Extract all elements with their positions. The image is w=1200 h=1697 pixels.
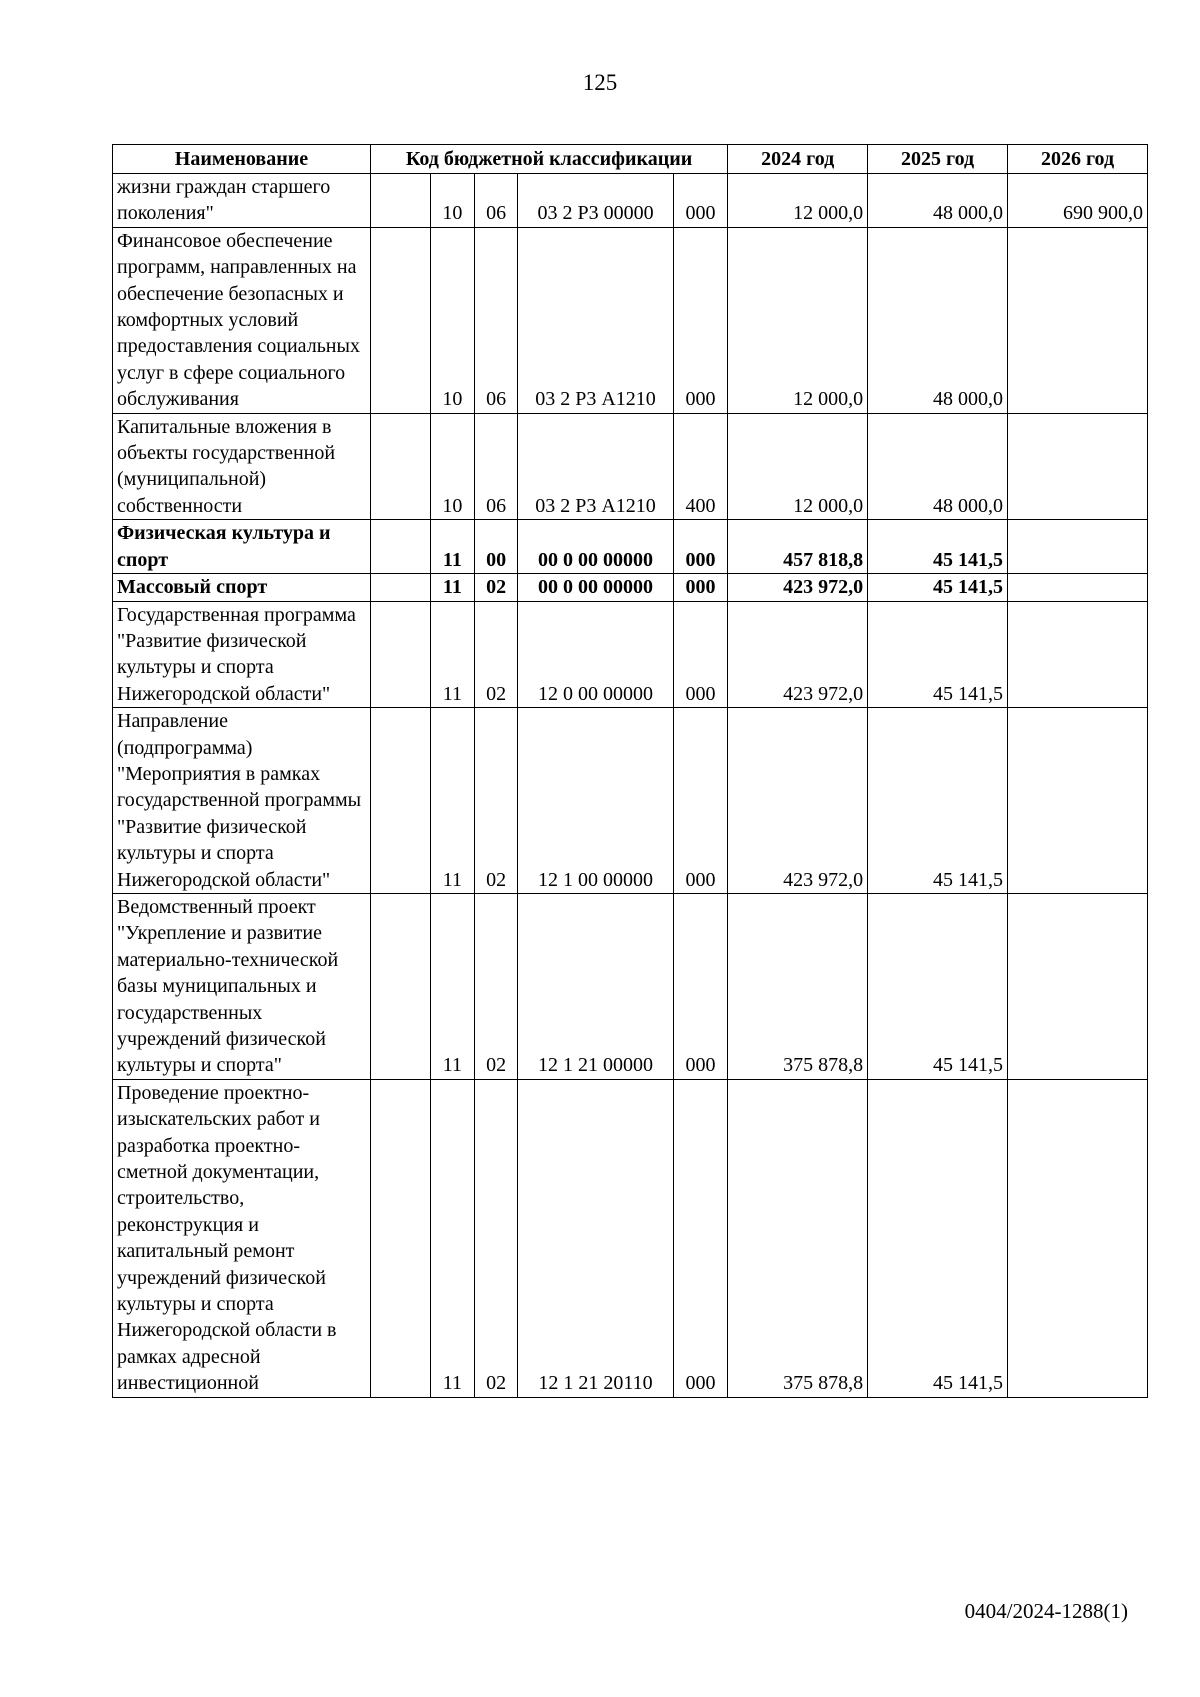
cell-section: 11 bbox=[431, 520, 475, 574]
cell-empty bbox=[370, 174, 430, 228]
cell-section: 11 bbox=[431, 574, 475, 601]
cell-target-article: 03 2 Р3 А1210 bbox=[518, 413, 673, 520]
cell-amount-2025: 45 141,5 bbox=[868, 708, 1008, 894]
header-year-2026: 2026 год bbox=[1008, 145, 1148, 174]
cell-name: Проведение проектно-изыскательских работ и разработка проектно-сметной документации, строительство, реконструкция и капитальный ремонт учреждений физической культуры и спорта Нижегородской области в рамках адресной инвестиционной bbox=[113, 1079, 371, 1397]
cell-section: 11 bbox=[431, 601, 475, 708]
cell-subsection: 02 bbox=[474, 893, 518, 1079]
table-row bbox=[113, 708, 1148, 894]
cell-amount-2024: 423 972,0 bbox=[728, 601, 868, 708]
table-row bbox=[113, 413, 1148, 520]
cell-amount-2025: 48 000,0 bbox=[868, 413, 1008, 520]
cell-target-article: 00 0 00 00000 bbox=[518, 520, 673, 574]
cell-amount-2025: 48 000,0 bbox=[868, 227, 1008, 413]
cell-amount-2024: 12 000,0 bbox=[728, 413, 868, 520]
cell-subsection: 02 bbox=[474, 708, 518, 894]
cell-section: 10 bbox=[431, 227, 475, 413]
cell-amount-2025: 45 141,5 bbox=[868, 1079, 1008, 1397]
cell-empty bbox=[370, 520, 430, 574]
cell-subsection: 02 bbox=[474, 1079, 518, 1397]
cell-section: 10 bbox=[431, 413, 475, 520]
table-row bbox=[113, 1079, 1148, 1397]
cell-empty bbox=[370, 227, 430, 413]
table-row bbox=[113, 174, 1148, 228]
cell-subsection: 02 bbox=[474, 601, 518, 708]
cell-section: 11 bbox=[431, 1079, 475, 1397]
header-year-2024: 2024 год bbox=[728, 145, 868, 174]
page-number: 125 bbox=[582, 70, 618, 95]
cell-amount-2026 bbox=[1008, 227, 1148, 413]
cell-amount-2026 bbox=[1008, 413, 1148, 520]
table-row bbox=[113, 574, 1148, 601]
document-reference: 0404/2024-1288(1) bbox=[964, 1599, 1128, 1623]
cell-expense-type: 000 bbox=[673, 601, 728, 708]
cell-expense-type: 000 bbox=[673, 227, 728, 413]
cell-empty bbox=[370, 574, 430, 601]
cell-target-article: 12 0 00 00000 bbox=[518, 601, 673, 708]
cell-name: Направление (подпрограмма) "Мероприятия в рамках государственной программы "Развитие физической культуры и спорта Нижегородской области" bbox=[113, 708, 371, 894]
cell-expense-type: 000 bbox=[673, 708, 728, 894]
cell-amount-2025: 48 000,0 bbox=[868, 174, 1008, 228]
cell-section: 11 bbox=[431, 893, 475, 1079]
cell-target-article: 12 1 21 00000 bbox=[518, 893, 673, 1079]
table-header-row bbox=[113, 145, 1148, 174]
cell-expense-type: 000 bbox=[673, 174, 728, 228]
cell-amount-2026: 690 900,0 bbox=[1008, 174, 1148, 228]
cell-target-article: 12 1 00 00000 bbox=[518, 708, 673, 894]
cell-expense-type: 000 bbox=[673, 520, 728, 574]
cell-empty bbox=[370, 893, 430, 1079]
cell-name: Финансовое обеспечение программ, направленных на обеспечение безопасных и комфортных условий предоставления социальных услуг в сфере социального обслуживания bbox=[113, 227, 371, 413]
cell-amount-2025: 45 141,5 bbox=[868, 574, 1008, 601]
cell-amount-2024: 375 878,8 bbox=[728, 893, 868, 1079]
cell-amount-2025: 45 141,5 bbox=[868, 893, 1008, 1079]
table-row bbox=[113, 227, 1148, 413]
cell-amount-2026 bbox=[1008, 893, 1148, 1079]
table-row bbox=[113, 893, 1148, 1079]
cell-amount-2025: 45 141,5 bbox=[868, 520, 1008, 574]
header-year-2025: 2025 год bbox=[868, 145, 1008, 174]
cell-target-article: 12 1 21 20110 bbox=[518, 1079, 673, 1397]
cell-amount-2026 bbox=[1008, 574, 1148, 601]
cell-target-article: 00 0 00 00000 bbox=[518, 574, 673, 601]
cell-target-article: 03 2 Р3 А1210 bbox=[518, 227, 673, 413]
cell-name: Государственная программа "Развитие физической культуры и спорта Нижегородской области" bbox=[113, 601, 371, 708]
cell-expense-type: 000 bbox=[673, 893, 728, 1079]
cell-subsection: 06 bbox=[474, 413, 518, 520]
table-row bbox=[113, 601, 1148, 708]
budget-table bbox=[112, 144, 1148, 1398]
cell-section: 11 bbox=[431, 708, 475, 894]
cell-empty bbox=[370, 413, 430, 520]
cell-amount-2024: 423 972,0 bbox=[728, 574, 868, 601]
cell-target-article: 03 2 Р3 00000 bbox=[518, 174, 673, 228]
cell-amount-2026 bbox=[1008, 1079, 1148, 1397]
cell-amount-2026 bbox=[1008, 708, 1148, 894]
cell-empty bbox=[370, 601, 430, 708]
table-body bbox=[113, 174, 1148, 1398]
cell-name: Ведомственный проект "Укрепление и развитие материально-технической базы муниципальных и государственных учреждений физической культуры и спорта" bbox=[113, 893, 371, 1079]
table-row bbox=[113, 520, 1148, 574]
cell-subsection: 06 bbox=[474, 227, 518, 413]
header-name: Наименование bbox=[113, 145, 371, 174]
cell-name: Капитальные вложения в объекты государственной (муниципальной) собственности bbox=[113, 413, 371, 520]
cell-name: жизни граждан старшего поколения" bbox=[113, 174, 371, 228]
cell-amount-2024: 12 000,0 bbox=[728, 227, 868, 413]
cell-section: 10 bbox=[431, 174, 475, 228]
cell-subsection: 02 bbox=[474, 574, 518, 601]
cell-expense-type: 000 bbox=[673, 1079, 728, 1397]
cell-amount-2026 bbox=[1008, 601, 1148, 708]
cell-amount-2024: 457 818,8 bbox=[728, 520, 868, 574]
cell-amount-2024: 12 000,0 bbox=[728, 174, 868, 228]
cell-name: Физическая культура и спорт bbox=[113, 520, 371, 574]
cell-subsection: 00 bbox=[474, 520, 518, 574]
cell-amount-2024: 423 972,0 bbox=[728, 708, 868, 894]
cell-amount-2026 bbox=[1008, 520, 1148, 574]
cell-empty bbox=[370, 1079, 430, 1397]
cell-amount-2025: 45 141,5 bbox=[868, 601, 1008, 708]
cell-name: Массовый спорт bbox=[113, 574, 371, 601]
cell-amount-2024: 375 878,8 bbox=[728, 1079, 868, 1397]
cell-empty bbox=[370, 708, 430, 894]
cell-expense-type: 000 bbox=[673, 574, 728, 601]
cell-subsection: 06 bbox=[474, 174, 518, 228]
cell-expense-type: 400 bbox=[673, 413, 728, 520]
header-budget-code: Код бюджетной классификации bbox=[370, 145, 727, 174]
